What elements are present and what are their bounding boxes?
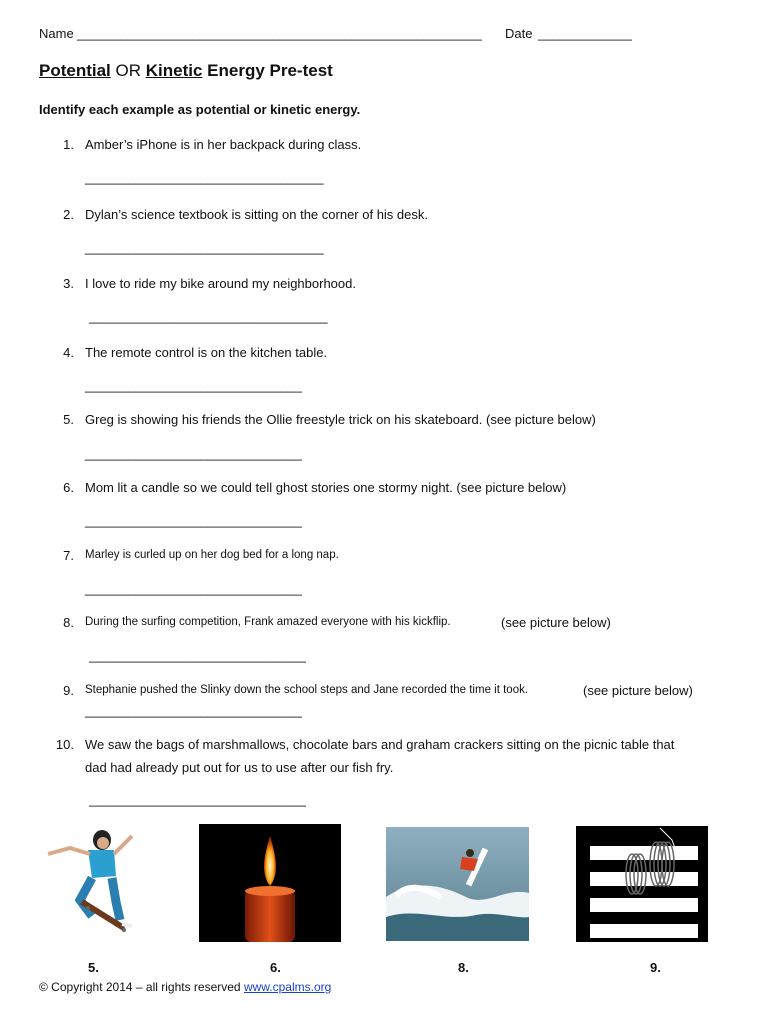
question-number: 5. <box>63 412 74 427</box>
question-text: Stephanie pushed the Slinky down the school steps and Jane recorded the time it took. <box>85 684 529 696</box>
name-label: Name <box>39 26 74 41</box>
question-text-continued: dad had already put out for us to use after our fish fry. <box>85 760 394 775</box>
name-field[interactable]: ________________________________________________________ <box>77 26 482 41</box>
surfer-image <box>386 827 529 941</box>
date-label: Date <box>505 26 533 41</box>
picture-label: 9. <box>650 960 661 975</box>
answer-line[interactable]: ______________________________ <box>85 581 302 596</box>
question-text: We saw the bags of marshmallows, chocolate bars and graham crackers sitting on the picnic table that <box>85 737 675 752</box>
date-field[interactable]: _____________ <box>538 26 632 41</box>
question-number: 3. <box>63 276 74 291</box>
slinky-image <box>576 826 708 942</box>
answer-line[interactable]: ______________________________ <box>85 703 302 718</box>
question-text: Amber’s iPhone is in her backpack during class. <box>85 137 362 152</box>
answer-line[interactable]: ______________________________ <box>89 792 306 807</box>
skateboarder-image <box>40 828 140 943</box>
answer-line[interactable]: _________________________________ <box>89 309 328 324</box>
question-text: I love to ride my bike around my neighborhood. <box>85 276 356 291</box>
title-rest: Energy Pre-test <box>202 61 333 80</box>
picture-label: 6. <box>270 960 281 975</box>
answer-line[interactable]: ______________________________ <box>85 446 302 461</box>
question-number: 2. <box>63 207 74 222</box>
question-number: 9. <box>63 683 74 698</box>
title-kinetic: Kinetic <box>145 61 203 80</box>
question-text: The remote control is on the kitchen table. <box>85 345 328 360</box>
question-number: 6. <box>63 480 74 495</box>
question-text: Dylan’s science textbook is sitting on the corner of his desk. <box>85 207 428 222</box>
title-potential: Potential <box>39 61 111 80</box>
cpalms-link[interactable]: www.cpalms.org <box>243 980 332 994</box>
page-title <box>39 61 333 81</box>
question-note: (see picture below) <box>583 683 693 698</box>
copyright <box>39 980 331 994</box>
question-text: Greg is showing his friends the Ollie freestyle trick on his skateboard. (see picture below) <box>85 412 596 427</box>
question-text: Marley is curled up on her dog bed for a long nap. <box>85 549 339 561</box>
question-number: 4. <box>63 345 74 360</box>
picture-label: 8. <box>458 960 469 975</box>
candle-image <box>199 824 341 942</box>
answer-line[interactable]: _________________________________ <box>85 170 324 185</box>
instructions: Identify each example as potential or kinetic energy. <box>39 102 361 117</box>
answer-line[interactable]: ______________________________ <box>89 648 306 663</box>
answer-line[interactable]: _________________________________ <box>85 240 324 255</box>
picture-label: 5. <box>88 960 99 975</box>
question-number: 1. <box>63 137 74 152</box>
answer-line[interactable]: ______________________________ <box>85 378 302 393</box>
question-number: 10. <box>55 737 74 752</box>
question-number: 8. <box>63 615 74 630</box>
answer-line[interactable]: ______________________________ <box>85 513 302 528</box>
title-or: OR <box>110 61 146 80</box>
question-number: 7. <box>63 548 74 563</box>
question-note: (see picture below) <box>501 615 611 630</box>
question-text: Mom lit a candle so we could tell ghost stories one stormy night. (see picture below) <box>85 480 567 495</box>
question-text: During the surfing competition, Frank amazed everyone with his kickflip. <box>85 616 451 628</box>
copyright-text: © Copyright 2014 – all rights reserved <box>39 980 244 994</box>
